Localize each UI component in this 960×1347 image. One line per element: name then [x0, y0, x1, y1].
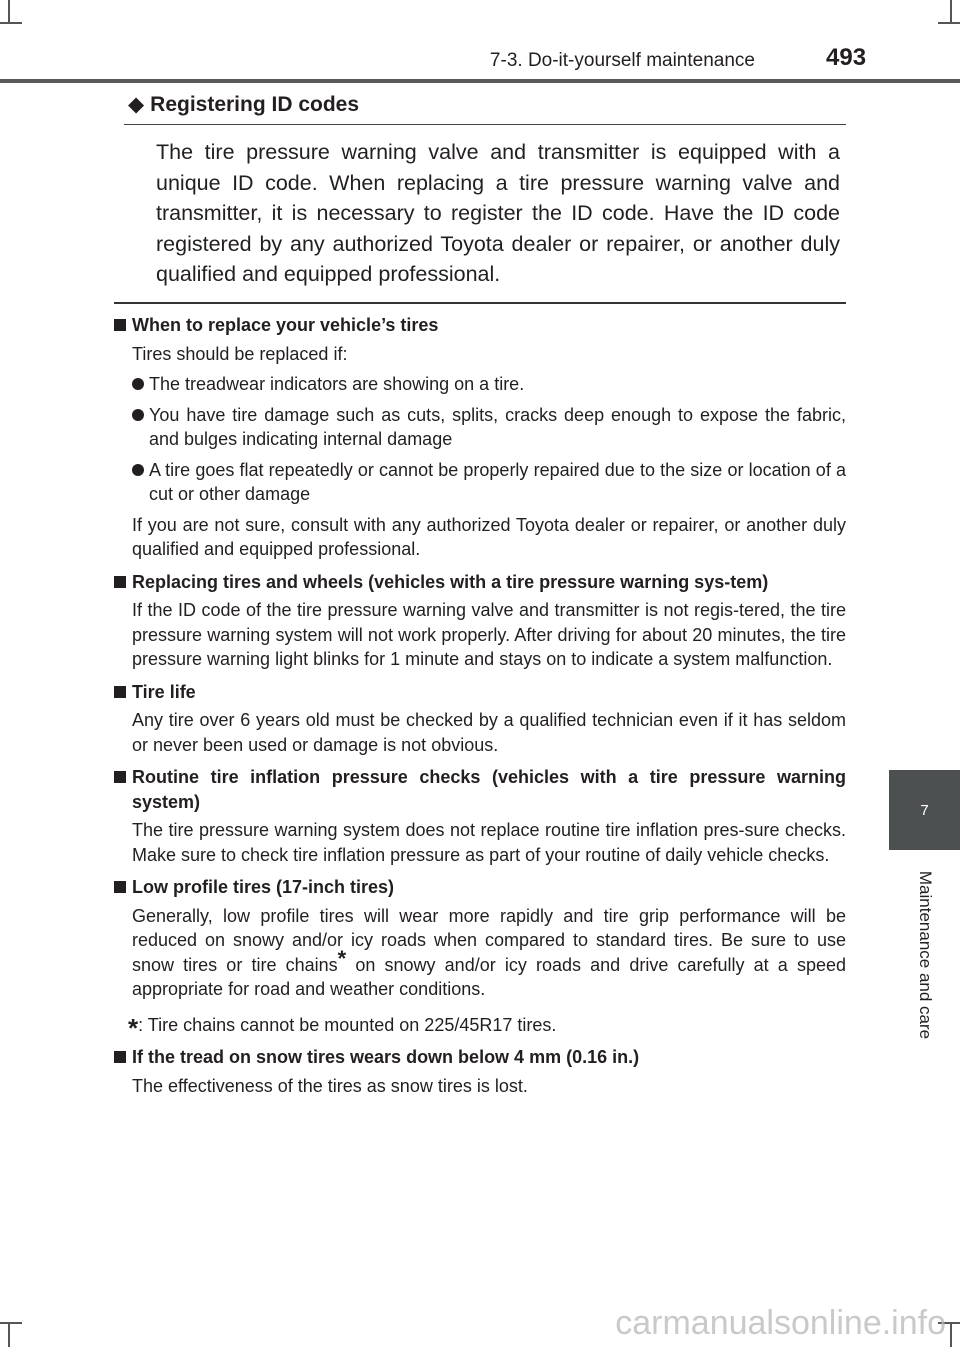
registering-text: The tire pressure warning valve and transmitter is equipped with a unique ID code. When replacing a tire pressure warning valve and transmitter, it is necessary to register the ID code. Have the ID code registered by any authorized Toyota dealer or repairer, or another duly qualified and equipped professional.	[156, 140, 840, 286]
list-item-text: The treadwear indicators are showing on a tire.	[149, 374, 525, 394]
heading-text: Low profile tires (17-inch tires)	[132, 877, 395, 897]
square-bullet-icon	[114, 576, 126, 588]
list-item	[114, 458, 846, 507]
page-number: 493	[826, 44, 867, 71]
list-item	[114, 403, 846, 452]
note-heading-snow	[114, 1045, 846, 1070]
list-item-text: You have tire damage such as cuts, splits, cracks deep enough to expose the fabric, and bulges indicating internal damage	[149, 404, 846, 449]
crop-mark	[8, 0, 10, 24]
square-bullet-icon	[114, 686, 126, 698]
square-bullet-icon	[114, 319, 126, 331]
subsection-title: Registering ID codes	[150, 93, 360, 116]
heading-text: If the tread on snow tires wears down below 4 mm (0.16 in.)	[132, 1047, 640, 1067]
separator-rule	[114, 302, 846, 304]
crop-mark	[0, 22, 22, 24]
lowprofile-text	[114, 904, 846, 1002]
crop-mark	[8, 1322, 10, 1347]
crop-mark	[0, 1322, 22, 1324]
note-heading-lowprofile	[114, 875, 846, 900]
heading-text: Tire life	[132, 681, 196, 702]
header-rule	[0, 79, 960, 83]
square-bullet-icon	[114, 771, 126, 783]
note-heading-life	[114, 680, 846, 705]
list-item	[114, 372, 846, 397]
watermark: carmanualsonline.info	[615, 1304, 946, 1342]
heading-text: When to replace your vehicle’s tires	[132, 315, 439, 335]
crop-mark	[938, 22, 960, 24]
footnote-star: *	[128, 1012, 139, 1043]
crop-mark	[950, 1322, 952, 1347]
footnote-marker: *	[337, 945, 347, 971]
snow-text: The effectiveness of the tires as snow tires is lost.	[132, 1075, 528, 1096]
subsection-rule	[124, 124, 846, 125]
chapter-tab	[889, 770, 960, 850]
footnote-text: : Tire chains cannot be mounted on 225/45R17 tires.	[138, 1014, 557, 1035]
notes-content	[114, 313, 846, 1098]
heading-text: Routine tire inflation pressure checks (vehicles with a tire pressure warning system)	[132, 767, 846, 812]
note-heading-replace	[114, 313, 846, 338]
note-heading-routine	[114, 765, 846, 814]
footnote	[114, 1010, 846, 1043]
note-heading-wheels	[114, 570, 846, 595]
circle-bullet-icon	[132, 409, 144, 421]
circle-bullet-icon	[132, 464, 144, 476]
lowprofile-text-b: on snowy and/or icy roads and drive carefully at a speed appropriate for road and weather conditions.	[132, 954, 846, 999]
square-bullet-icon	[114, 1051, 126, 1063]
circle-bullet-icon	[132, 378, 144, 390]
lowprofile-text-a: Generally, low profile tires will wear more rapidly and tire grip performance will be reduced on snowy and/or icy roads when compared to standard tires. Be sure to use snow tires or tire chains	[132, 905, 846, 975]
section-title: 7-3. Do-it-yourself maintenance	[489, 50, 755, 71]
chapter-number: 7	[920, 801, 929, 819]
subsection-heading	[128, 92, 359, 117]
replace-outro: If you are not sure, consult with any authorized Toyota dealer or repairer, or another duly qualified and equipped professional.	[132, 514, 846, 559]
crop-mark	[950, 0, 952, 24]
chapter-label: Maintenance and care	[916, 870, 935, 1040]
wheels-text: If the ID code of the tire pressure warning valve and transmitter is not regis-tered, the tire pressure warning system will not work properly. After driving for about 20 minutes, the tire pressure warning light blinks for 1 minute and stays on to indicate a system malfunction.	[132, 600, 846, 669]
heading-text: Replacing tires and wheels (vehicles with a tire pressure warning sys-tem)	[132, 571, 769, 592]
replace-intro: Tires should be replaced if:	[132, 343, 348, 364]
routine-text: The tire pressure warning system does not replace routine tire inflation pres-sure checks. Make sure to check tire inflation pressure as part of your routine of daily vehicle checks.	[132, 820, 846, 865]
life-text: Any tire over 6 years old must be checked by a qualified technician even if it has seldom or never been used or damage is not obvious.	[132, 710, 846, 755]
diamond-icon: ◆	[128, 93, 145, 116]
list-item-text: A tire goes flat repeatedly or cannot be properly repaired due to the size or location of a cut or other damage	[149, 459, 846, 504]
square-bullet-icon	[114, 881, 126, 893]
